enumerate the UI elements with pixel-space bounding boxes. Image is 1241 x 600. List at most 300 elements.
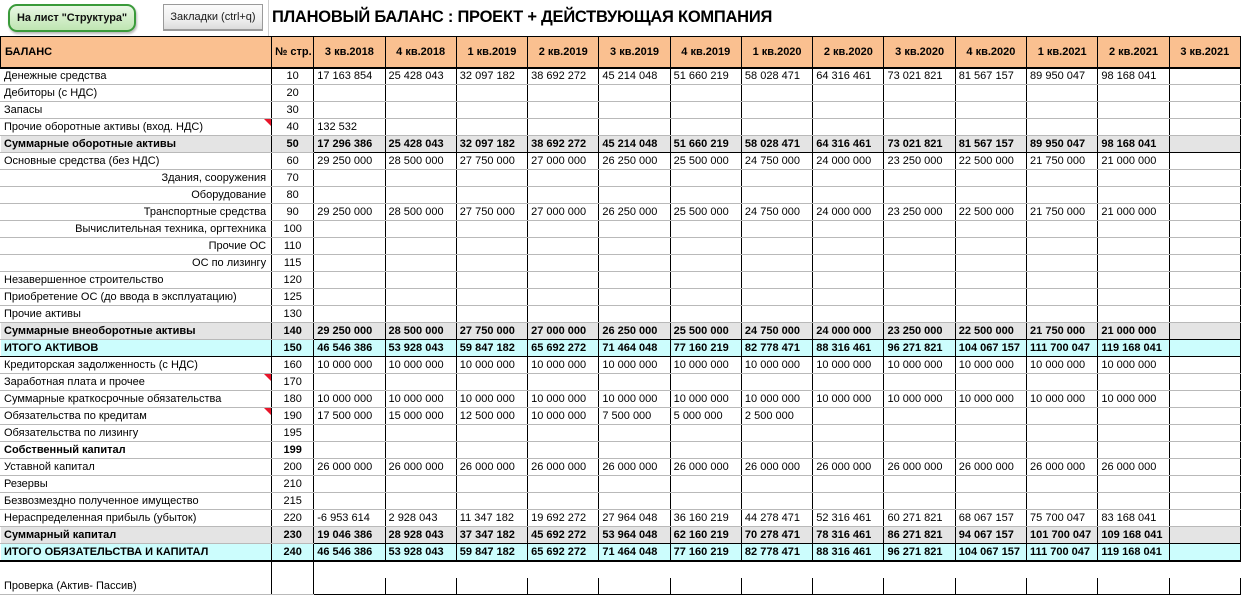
cell-value[interactable]: [456, 119, 527, 136]
cell-value[interactable]: [528, 272, 599, 289]
cell-value[interactable]: [741, 578, 812, 595]
cell-value[interactable]: [385, 306, 456, 323]
cell-value[interactable]: 10 000 000: [1098, 357, 1169, 374]
cell-value[interactable]: [1098, 187, 1169, 204]
cell-value[interactable]: 22 500 000: [955, 153, 1026, 170]
cell-value[interactable]: [670, 374, 741, 391]
row-page-number[interactable]: 199: [272, 442, 314, 459]
cell-value[interactable]: [1027, 561, 1098, 578]
cell-value[interactable]: [385, 238, 456, 255]
row-label[interactable]: Суммарный капитал: [1, 527, 272, 544]
cell-value[interactable]: [884, 578, 955, 595]
cell-value[interactable]: 88 316 461: [813, 544, 884, 561]
cell-value[interactable]: [670, 476, 741, 493]
cell-value[interactable]: [1098, 238, 1169, 255]
cell-value[interactable]: 27 000 000: [528, 204, 599, 221]
cell-value[interactable]: 26 000 000: [456, 459, 527, 476]
cell-value[interactable]: 24 000 000: [813, 323, 884, 340]
cell-value[interactable]: 10 000 000: [741, 391, 812, 408]
cell-value[interactable]: 38 692 272: [528, 136, 599, 153]
cell-value[interactable]: 45 214 048: [599, 68, 670, 85]
cell-value[interactable]: 81 567 157: [955, 136, 1026, 153]
cell-value[interactable]: [670, 561, 741, 578]
cell-value[interactable]: [1098, 306, 1169, 323]
cell-value[interactable]: 12 500 000: [456, 408, 527, 425]
cell-value[interactable]: [1169, 561, 1240, 578]
column-header-period[interactable]: 3 кв.2020: [884, 37, 955, 68]
cell-value[interactable]: [1169, 289, 1240, 306]
column-header-period[interactable]: 4 кв.2019: [670, 37, 741, 68]
cell-value[interactable]: [813, 374, 884, 391]
cell-value[interactable]: [670, 119, 741, 136]
cell-value[interactable]: [1027, 408, 1098, 425]
cell-value[interactable]: [1027, 476, 1098, 493]
column-header-balance[interactable]: БАЛАНС: [1, 37, 272, 68]
cell-value[interactable]: 10 000 000: [599, 391, 670, 408]
cell-value[interactable]: 88 316 461: [813, 340, 884, 357]
cell-value[interactable]: 25 428 043: [385, 68, 456, 85]
cell-value[interactable]: [1027, 442, 1098, 459]
cell-value[interactable]: [456, 102, 527, 119]
row-page-number[interactable]: 210: [272, 476, 314, 493]
cell-value[interactable]: 21 000 000: [1098, 153, 1169, 170]
cell-value[interactable]: 27 000 000: [528, 323, 599, 340]
cell-value[interactable]: 23 250 000: [884, 323, 955, 340]
cell-value[interactable]: [741, 187, 812, 204]
cell-value[interactable]: 98 168 041: [1098, 68, 1169, 85]
row-page-number[interactable]: 120: [272, 272, 314, 289]
cell-value[interactable]: [528, 238, 599, 255]
cell-value[interactable]: [1169, 510, 1240, 527]
cell-value[interactable]: [955, 442, 1026, 459]
cell-value[interactable]: [314, 85, 385, 102]
cell-value[interactable]: 53 964 048: [599, 527, 670, 544]
row-page-number[interactable]: 140: [272, 323, 314, 340]
cell-value[interactable]: 70 278 471: [741, 527, 812, 544]
cell-value[interactable]: [1027, 170, 1098, 187]
cell-value[interactable]: [1169, 221, 1240, 238]
cell-value[interactable]: 21 750 000: [1027, 204, 1098, 221]
cell-value[interactable]: [1169, 204, 1240, 221]
cell-value[interactable]: [456, 289, 527, 306]
cell-value[interactable]: [884, 170, 955, 187]
cell-value[interactable]: 25 500 000: [670, 204, 741, 221]
row-page-number[interactable]: 240: [272, 544, 314, 561]
cell-value[interactable]: [955, 187, 1026, 204]
cell-value[interactable]: 46 546 386: [314, 544, 385, 561]
cell-value[interactable]: [1169, 85, 1240, 102]
cell-value[interactable]: [670, 289, 741, 306]
cell-value[interactable]: [385, 493, 456, 510]
cell-value[interactable]: [456, 425, 527, 442]
cell-value[interactable]: [1098, 221, 1169, 238]
cell-value[interactable]: [528, 221, 599, 238]
cell-value[interactable]: [813, 289, 884, 306]
cell-value[interactable]: [741, 306, 812, 323]
cell-value[interactable]: 29 250 000: [314, 153, 385, 170]
cell-value[interactable]: [741, 85, 812, 102]
cell-value[interactable]: 21 000 000: [1098, 204, 1169, 221]
cell-value[interactable]: 10 000 000: [670, 391, 741, 408]
cell-value[interactable]: 10 000 000: [1098, 391, 1169, 408]
cell-value[interactable]: [670, 493, 741, 510]
cell-value[interactable]: 26 250 000: [599, 153, 670, 170]
row-page-number[interactable]: 230: [272, 527, 314, 544]
cell-value[interactable]: [1098, 170, 1169, 187]
cell-value[interactable]: 58 028 471: [741, 68, 812, 85]
cell-value[interactable]: [884, 221, 955, 238]
cell-value[interactable]: [1098, 408, 1169, 425]
cell-value[interactable]: [1169, 425, 1240, 442]
cell-value[interactable]: [741, 272, 812, 289]
cell-value[interactable]: [741, 238, 812, 255]
cell-value[interactable]: [314, 272, 385, 289]
cell-value[interactable]: [385, 476, 456, 493]
cell-value[interactable]: 10 000 000: [528, 391, 599, 408]
cell-value[interactable]: [955, 578, 1026, 595]
spreadsheet-grid[interactable]: [0, 36, 1230, 600]
cell-value[interactable]: [314, 255, 385, 272]
cell-value[interactable]: 26 000 000: [528, 459, 599, 476]
cell-value[interactable]: [884, 238, 955, 255]
cell-value[interactable]: 82 778 471: [741, 544, 812, 561]
cell-value[interactable]: 10 000 000: [456, 391, 527, 408]
cell-value[interactable]: 58 028 471: [741, 136, 812, 153]
cell-value[interactable]: 119 168 041: [1098, 544, 1169, 561]
row-label[interactable]: Дебиторы (с НДС): [1, 85, 272, 102]
cell-value[interactable]: [813, 493, 884, 510]
column-header-page-no[interactable]: № стр.: [272, 37, 314, 68]
cell-value[interactable]: 62 160 219: [670, 527, 741, 544]
row-page-number[interactable]: 115: [272, 255, 314, 272]
cell-value[interactable]: [456, 493, 527, 510]
row-page-number[interactable]: 150: [272, 340, 314, 357]
cell-value[interactable]: 27 000 000: [528, 153, 599, 170]
row-page-number[interactable]: 40: [272, 119, 314, 136]
cell-value[interactable]: 23 250 000: [884, 153, 955, 170]
cell-value[interactable]: [1098, 272, 1169, 289]
cell-value[interactable]: [955, 102, 1026, 119]
cell-value[interactable]: [1169, 340, 1240, 357]
row-label[interactable]: ИТОГО ОБЯЗАТЕЛЬСТВА И КАПИТАЛ: [1, 544, 272, 561]
row-page-number[interactable]: 200: [272, 459, 314, 476]
cell-value[interactable]: 51 660 219: [670, 136, 741, 153]
row-page-number[interactable]: 60: [272, 153, 314, 170]
cell-value[interactable]: 24 750 000: [741, 204, 812, 221]
cell-value[interactable]: [741, 289, 812, 306]
cell-value[interactable]: [528, 425, 599, 442]
cell-value[interactable]: 26 000 000: [385, 459, 456, 476]
cell-value[interactable]: [385, 102, 456, 119]
cell-value[interactable]: 89 950 047: [1027, 68, 1098, 85]
cell-value[interactable]: [456, 578, 527, 595]
cell-value[interactable]: 2 500 000: [741, 408, 812, 425]
cell-value[interactable]: 26 000 000: [813, 459, 884, 476]
go-to-structure-sheet-button[interactable]: На лист "Структура": [8, 4, 136, 32]
cell-value[interactable]: [1169, 187, 1240, 204]
row-label[interactable]: Обязательства по лизингу: [1, 425, 272, 442]
cell-value[interactable]: 44 278 471: [741, 510, 812, 527]
cell-value[interactable]: 73 021 821: [884, 136, 955, 153]
cell-value[interactable]: [955, 374, 1026, 391]
cell-value[interactable]: 26 000 000: [741, 459, 812, 476]
cell-value[interactable]: [456, 170, 527, 187]
cell-value[interactable]: [599, 238, 670, 255]
cell-value[interactable]: 32 097 182: [456, 68, 527, 85]
cell-value[interactable]: 27 750 000: [456, 323, 527, 340]
cell-value[interactable]: 53 928 043: [385, 544, 456, 561]
cell-value[interactable]: 24 750 000: [741, 153, 812, 170]
cell-value[interactable]: 21 750 000: [1027, 323, 1098, 340]
cell-value[interactable]: 101 700 047: [1027, 527, 1098, 544]
cell-value[interactable]: 10 000 000: [314, 391, 385, 408]
cell-value[interactable]: 81 567 157: [955, 68, 1026, 85]
cell-value[interactable]: [741, 493, 812, 510]
cell-value[interactable]: [955, 221, 1026, 238]
cell-value[interactable]: [884, 119, 955, 136]
cell-value[interactable]: 75 700 047: [1027, 510, 1098, 527]
cell-value[interactable]: 10 000 000: [955, 357, 1026, 374]
row-page-number[interactable]: 10: [272, 68, 314, 85]
cell-value[interactable]: [1098, 425, 1169, 442]
row-label[interactable]: Суммарные краткосрочные обязательства: [1, 391, 272, 408]
column-header-period[interactable]: 3 кв.2018: [314, 37, 385, 68]
cell-value[interactable]: [1169, 255, 1240, 272]
cell-value[interactable]: 111 700 047: [1027, 340, 1098, 357]
cell-value[interactable]: [385, 255, 456, 272]
cell-value[interactable]: [670, 170, 741, 187]
cell-value[interactable]: [1027, 578, 1098, 595]
row-label[interactable]: Запасы: [1, 102, 272, 119]
cell-value[interactable]: [813, 238, 884, 255]
cell-value[interactable]: 22 500 000: [955, 323, 1026, 340]
cell-value[interactable]: [1027, 255, 1098, 272]
cell-value[interactable]: 15 000 000: [385, 408, 456, 425]
cell-value[interactable]: [1169, 238, 1240, 255]
column-header-period[interactable]: 1 кв.2021: [1027, 37, 1098, 68]
row-label[interactable]: Денежные средства: [1, 68, 272, 85]
cell-value[interactable]: [1098, 561, 1169, 578]
row-page-number[interactable]: 220: [272, 510, 314, 527]
row-label[interactable]: Приобретение ОС (до ввода в эксплуатацию): [1, 289, 272, 306]
cell-value[interactable]: [599, 119, 670, 136]
cell-value[interactable]: [813, 119, 884, 136]
row-page-number[interactable]: 160: [272, 357, 314, 374]
cell-value[interactable]: [599, 374, 670, 391]
cell-value[interactable]: [599, 425, 670, 442]
cell-value[interactable]: [1169, 544, 1240, 561]
cell-value[interactable]: 10 000 000: [528, 408, 599, 425]
cell-value[interactable]: [1098, 119, 1169, 136]
cell-value[interactable]: [1027, 119, 1098, 136]
cell-value[interactable]: [813, 255, 884, 272]
row-page-number[interactable]: 30: [272, 102, 314, 119]
cell-value[interactable]: 28 500 000: [385, 204, 456, 221]
cell-value[interactable]: 11 347 182: [456, 510, 527, 527]
cell-value[interactable]: 28 500 000: [385, 153, 456, 170]
row-page-number[interactable]: 80: [272, 187, 314, 204]
cell-value[interactable]: 52 316 461: [813, 510, 884, 527]
cell-value[interactable]: [1098, 374, 1169, 391]
cell-value[interactable]: [528, 561, 599, 578]
cell-value[interactable]: [1169, 119, 1240, 136]
cell-value[interactable]: [1169, 170, 1240, 187]
cell-value[interactable]: [385, 170, 456, 187]
cell-value[interactable]: [1098, 289, 1169, 306]
cell-value[interactable]: [599, 306, 670, 323]
cell-value[interactable]: 26 250 000: [599, 323, 670, 340]
cell-value[interactable]: [314, 442, 385, 459]
cell-value[interactable]: [599, 476, 670, 493]
cell-value[interactable]: 64 316 461: [813, 136, 884, 153]
column-header-period[interactable]: 3 кв.2021: [1169, 37, 1240, 68]
cell-value[interactable]: [1098, 578, 1169, 595]
cell-value[interactable]: [599, 272, 670, 289]
cell-value[interactable]: [1169, 527, 1240, 544]
cell-value[interactable]: 45 692 272: [528, 527, 599, 544]
cell-value[interactable]: [1098, 255, 1169, 272]
cell-value[interactable]: [314, 374, 385, 391]
row-label[interactable]: ИТОГО АКТИВОВ: [1, 340, 272, 357]
row-label[interactable]: Собственный капитал: [1, 442, 272, 459]
cell-value[interactable]: [1027, 493, 1098, 510]
cell-value[interactable]: [528, 374, 599, 391]
cell-value[interactable]: 71 464 048: [599, 340, 670, 357]
cell-value[interactable]: [670, 442, 741, 459]
cell-value[interactable]: 26 000 000: [1098, 459, 1169, 476]
cell-value[interactable]: [528, 85, 599, 102]
row-label[interactable]: Транспортные средства: [1, 204, 272, 221]
cell-value[interactable]: [599, 187, 670, 204]
cell-value[interactable]: 25 500 000: [670, 323, 741, 340]
row-label[interactable]: Вычислительная техника, оргтехника: [1, 221, 272, 238]
cell-value[interactable]: 28 928 043: [385, 527, 456, 544]
cell-value[interactable]: [314, 476, 385, 493]
cell-value[interactable]: 86 271 821: [884, 527, 955, 544]
cell-value[interactable]: [741, 561, 812, 578]
cell-value[interactable]: [884, 85, 955, 102]
row-label[interactable]: [1, 561, 272, 578]
cell-value[interactable]: 10 000 000: [741, 357, 812, 374]
cell-value[interactable]: [884, 408, 955, 425]
cell-value[interactable]: [599, 561, 670, 578]
cell-value[interactable]: [456, 85, 527, 102]
row-label[interactable]: Оборудование: [1, 187, 272, 204]
cell-value[interactable]: 111 700 047: [1027, 544, 1098, 561]
cell-value[interactable]: 27 750 000: [456, 204, 527, 221]
cell-value[interactable]: 10 000 000: [670, 357, 741, 374]
cell-value[interactable]: [314, 221, 385, 238]
cell-value[interactable]: 19 046 386: [314, 527, 385, 544]
cell-value[interactable]: [456, 306, 527, 323]
cell-value[interactable]: [1169, 153, 1240, 170]
cell-value[interactable]: 26 000 000: [955, 459, 1026, 476]
cell-value[interactable]: [1169, 408, 1240, 425]
cell-value[interactable]: 28 500 000: [385, 323, 456, 340]
cell-value[interactable]: [1027, 374, 1098, 391]
cell-value[interactable]: [955, 119, 1026, 136]
cell-value[interactable]: 46 546 386: [314, 340, 385, 357]
row-page-number[interactable]: 130: [272, 306, 314, 323]
row-page-number[interactable]: 170: [272, 374, 314, 391]
cell-value[interactable]: 98 168 041: [1098, 136, 1169, 153]
cell-value[interactable]: [955, 493, 1026, 510]
cell-value[interactable]: [1169, 306, 1240, 323]
cell-value[interactable]: [884, 187, 955, 204]
cell-value[interactable]: 24 000 000: [813, 153, 884, 170]
cell-value[interactable]: 38 692 272: [528, 68, 599, 85]
cell-value[interactable]: [599, 170, 670, 187]
cell-value[interactable]: 24 000 000: [813, 204, 884, 221]
cell-value[interactable]: 10 000 000: [1027, 357, 1098, 374]
row-label[interactable]: Проверка (Актив- Пассив): [1, 578, 272, 595]
cell-value[interactable]: 68 067 157: [955, 510, 1026, 527]
row-label[interactable]: Незавершенное строительство: [1, 272, 272, 289]
cell-value[interactable]: [599, 221, 670, 238]
cell-value[interactable]: [385, 561, 456, 578]
cell-value[interactable]: 53 928 043: [385, 340, 456, 357]
cell-value[interactable]: 10 000 000: [599, 357, 670, 374]
cell-value[interactable]: 25 428 043: [385, 136, 456, 153]
cell-value[interactable]: [528, 442, 599, 459]
cell-value[interactable]: [1169, 323, 1240, 340]
cell-value[interactable]: [385, 119, 456, 136]
cell-value[interactable]: 59 847 182: [456, 340, 527, 357]
cell-value[interactable]: 77 160 219: [670, 340, 741, 357]
cell-value[interactable]: [1027, 425, 1098, 442]
cell-value[interactable]: [955, 238, 1026, 255]
cell-value[interactable]: [1098, 493, 1169, 510]
cell-value[interactable]: 24 750 000: [741, 323, 812, 340]
cell-value[interactable]: [314, 425, 385, 442]
cell-value[interactable]: [1098, 442, 1169, 459]
cell-value[interactable]: [1169, 442, 1240, 459]
row-page-number[interactable]: 190: [272, 408, 314, 425]
cell-value[interactable]: [528, 102, 599, 119]
cell-value[interactable]: [528, 493, 599, 510]
cell-value[interactable]: [670, 187, 741, 204]
cell-value[interactable]: 10 000 000: [528, 357, 599, 374]
cell-value[interactable]: [314, 238, 385, 255]
cell-value[interactable]: [955, 306, 1026, 323]
cell-value[interactable]: 17 163 854: [314, 68, 385, 85]
cell-value[interactable]: [1169, 391, 1240, 408]
row-page-number[interactable]: 180: [272, 391, 314, 408]
cell-value[interactable]: [1027, 272, 1098, 289]
cell-value[interactable]: [528, 187, 599, 204]
cell-value[interactable]: [813, 442, 884, 459]
cell-value[interactable]: [599, 289, 670, 306]
row-label[interactable]: Обязательства по кредитам: [1, 408, 272, 425]
cell-value[interactable]: [456, 561, 527, 578]
cell-value[interactable]: 10 000 000: [385, 391, 456, 408]
cell-value[interactable]: [1027, 221, 1098, 238]
row-label[interactable]: Резервы: [1, 476, 272, 493]
cell-value[interactable]: [456, 476, 527, 493]
row-label[interactable]: Заработная плата и прочее: [1, 374, 272, 391]
cell-value[interactable]: 2 928 043: [385, 510, 456, 527]
cell-value[interactable]: [385, 272, 456, 289]
row-page-number[interactable]: 70: [272, 170, 314, 187]
cell-value[interactable]: [741, 102, 812, 119]
cell-value[interactable]: 59 847 182: [456, 544, 527, 561]
cell-value[interactable]: 7 500 000: [599, 408, 670, 425]
cell-value[interactable]: [670, 578, 741, 595]
cell-value[interactable]: [528, 289, 599, 306]
cell-value[interactable]: [813, 425, 884, 442]
cell-value[interactable]: 10 000 000: [813, 391, 884, 408]
cell-value[interactable]: [314, 187, 385, 204]
